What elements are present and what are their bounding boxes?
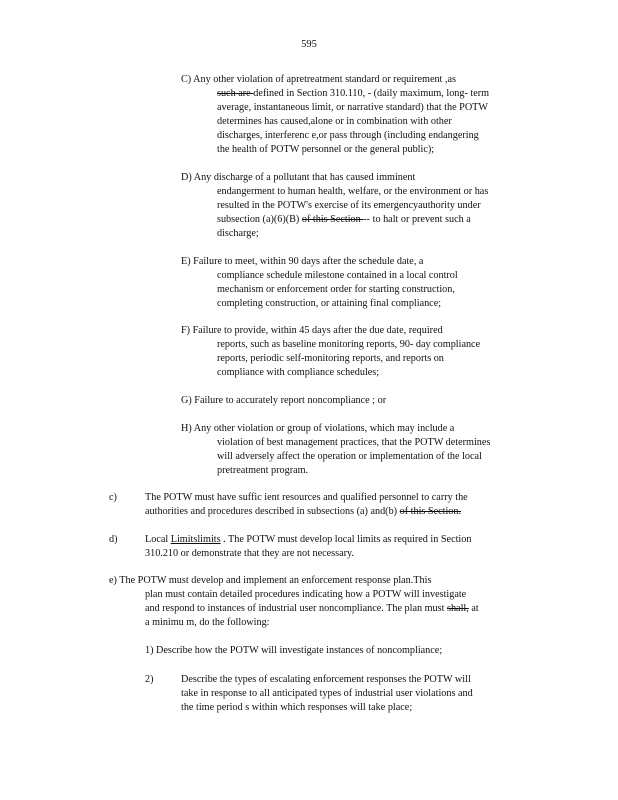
text-line [181,143,489,157]
text-line [109,616,479,630]
text-run: authorities and procedures described in subsections (a) and(b) [145,506,400,517]
text-line [181,101,489,115]
text-line [181,450,490,464]
text-line [181,464,490,478]
text-run: e) The POTW must develop and implement an enforcement response plan.This [109,575,432,586]
subsection-e-item-1 [145,644,442,658]
text-run: and respond to instances of industrial user noncompliance. The plan must [145,603,447,614]
text-line [181,269,458,283]
subsection-e-item-2-marker: 2) [145,674,154,685]
text-run: reports, periodic self-monitoring reports, and reports on [217,353,444,364]
text-line [145,644,442,658]
text-line [181,255,458,269]
text-run: compliance with compliance schedules; [217,367,380,378]
text-line [181,115,489,129]
text-line [181,394,386,408]
item-g-upper [181,394,386,408]
subsection-e [109,574,479,630]
text-line [145,491,468,505]
subsection-c-marker: c) [109,492,117,503]
text-line [109,588,479,602]
item-f-upper [181,324,480,380]
deleted-text: such are [217,88,254,99]
text-run: E) Failure to meet, within 90 days after the schedule date, a [181,256,424,267]
text-run: F) Failure to provide, within 45 days after the due date, required [181,325,443,336]
text-line [145,547,471,561]
text-line [181,338,480,352]
text-run: completing construction, or attaining final compliance; [217,298,442,309]
text-run: C) Any other violation of apretreatment standard or requirement ,as [181,74,456,85]
inserted-text: Limitslimits [170,534,221,545]
text-line [181,87,489,101]
text-run: the time period s within which responses will take place; [181,702,413,713]
text-run: endangerment to human health, welfare, or the environment or has [217,186,489,197]
subsection-d-marker: d) [109,534,118,545]
text-run: 310.210 or demonstrate that they are not necessary. [145,548,354,559]
text-run: violation of best management practices, that the POTW determines [217,437,491,448]
subsection-e-item-2 [181,673,473,715]
text-run: H) Any other violation or group of violations, which may include a [181,423,455,434]
text-line [181,324,480,338]
text-line [181,283,458,297]
text-line [181,422,490,436]
text-run: -- to halt or prevent such a [363,214,471,225]
subsection-d [145,533,471,561]
text-line [181,366,480,380]
text-line [109,574,479,588]
text-run: take in response to all anticipated types of industrial user violations and [181,688,473,699]
deleted-text: of this Section. [399,506,462,517]
text-line [181,213,488,227]
text-line [145,533,471,547]
text-line [145,505,468,519]
text-line [181,297,458,311]
text-run: plan must contain detailed procedures indicating how a POTW will investigate [145,589,467,600]
text-run: the health of POTW personnel or the general public); [217,144,435,155]
text-line [181,701,473,715]
text-line [181,199,488,213]
text-run: . The POTW must develop local limits as required in Section [220,534,472,545]
text-run: D) Any discharge of a pollutant that has caused imminent [181,172,416,183]
text-run: G) Failure to accurately report noncompliance ; or [181,395,387,406]
text-line [181,673,473,687]
text-run: Local [145,534,171,545]
text-run: reports, such as baseline monitoring reports, 90- day compliance [217,339,481,350]
text-line [181,352,480,366]
text-run: Describe the types of escalating enforcement responses the POTW will [181,674,471,685]
text-run: a minimu m, do the following: [145,617,270,628]
text-run: average, instantaneous limit, or narrative standard) that the POTW [217,102,489,113]
text-run: determines has caused,alone or in combination with other [217,116,452,127]
text-line [181,687,473,701]
text-line [181,227,488,241]
text-line [181,129,489,143]
text-line [181,436,490,450]
text-run: compliance schedule milestone contained in a local control [217,270,458,281]
subsection-c [145,491,468,519]
text-run: at [468,603,479,614]
text-run: subsection (a)(6)(B) [217,214,302,225]
text-run: discharge; [217,228,259,239]
text-run: resulted in the POTW's exercise of its emergencyauthority under [217,200,481,211]
text-run: 1) Describe how the POTW will investigate instances of noncompliance; [145,645,443,656]
text-line [181,171,488,185]
text-line [109,602,479,616]
text-run: pretreatment program. [217,465,309,476]
text-line [181,185,488,199]
text-run: will adversely affect the operation or implementation of the local [217,451,482,462]
page-number: 595 [301,39,317,50]
item-c-upper [181,73,489,157]
text-run: The POTW must have suffic ient resources and qualified personnel to carry the [145,492,468,503]
item-h-upper [181,422,490,478]
deleted-text: of this Section [301,214,364,225]
text-run: discharges, interferenc e,or pass through (including endangering [217,130,479,141]
text-run: mechanism or enforcement order for starting construction, [217,284,455,295]
item-d-upper [181,171,488,241]
text-run: defined in Section 310.110, - (daily maximum, long- term [253,88,490,99]
text-line [181,73,489,87]
deleted-text: shall, [446,603,469,614]
item-e-upper [181,255,458,311]
